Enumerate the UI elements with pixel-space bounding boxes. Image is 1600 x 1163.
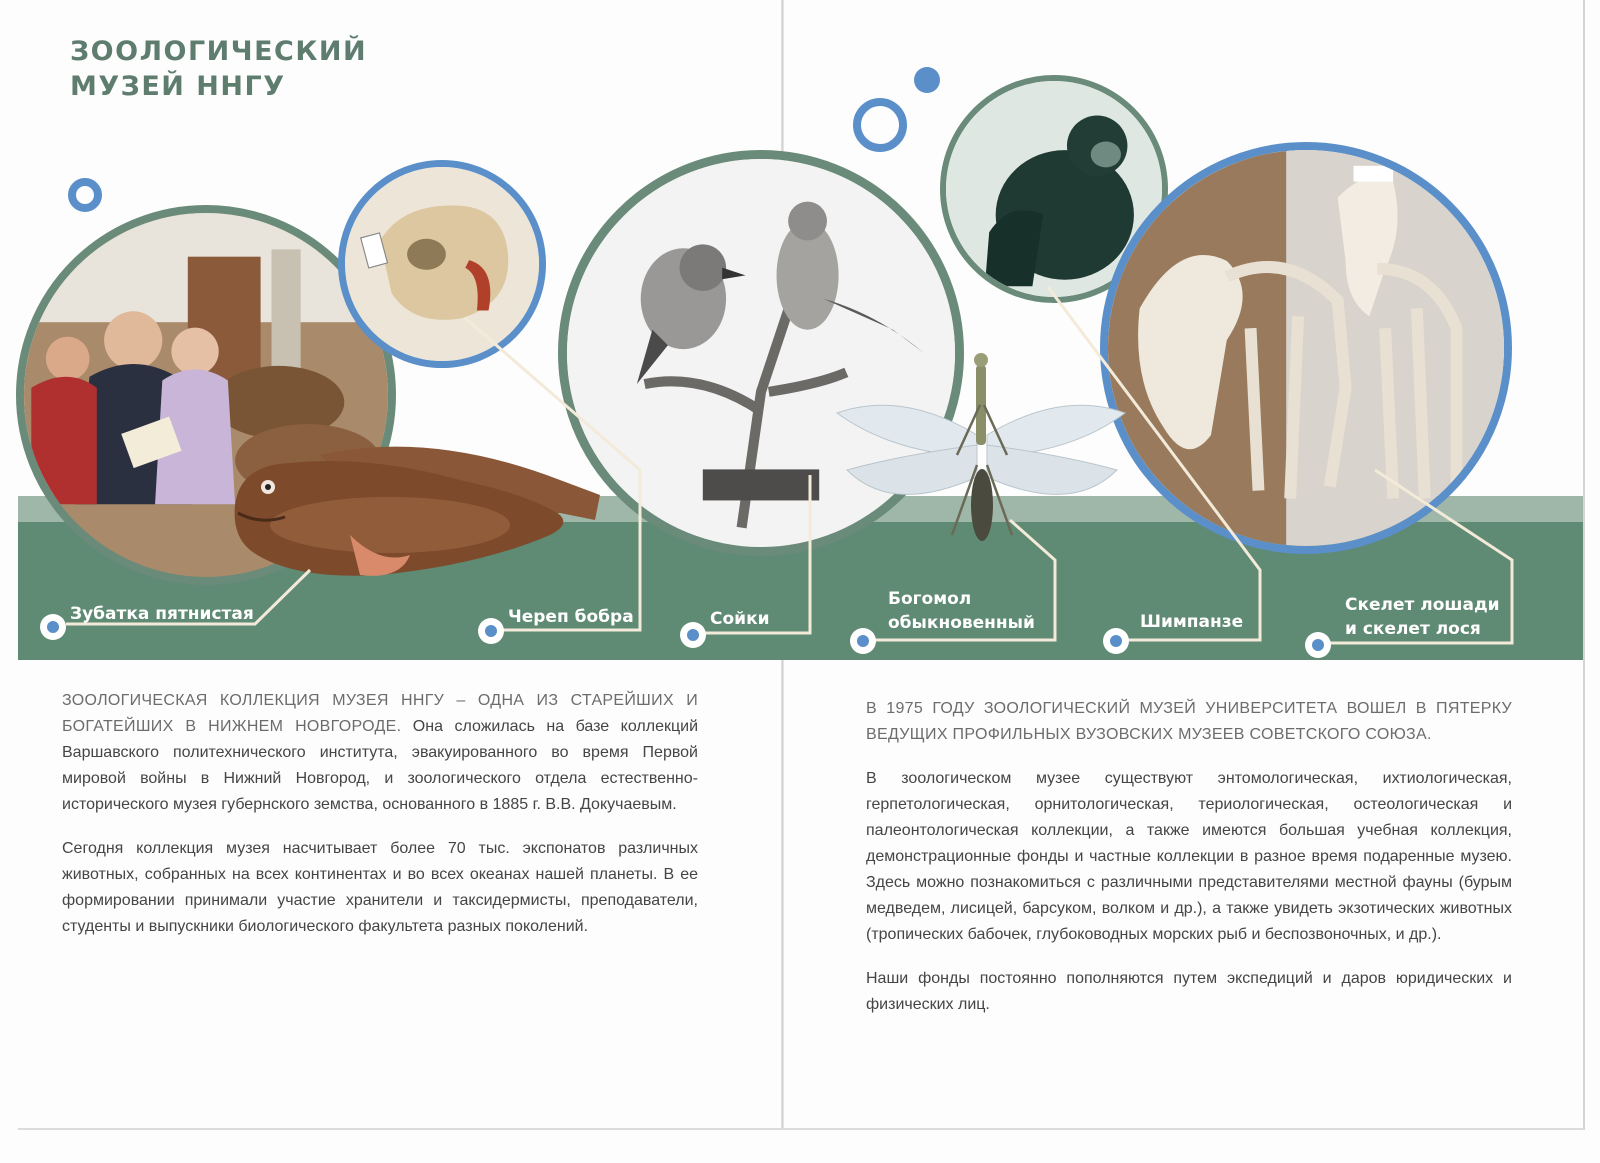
- title-line-1: ЗООЛОГИЧЕСКИЙ: [70, 36, 368, 67]
- decor-ring-large: [853, 98, 907, 152]
- label-marker: [680, 622, 706, 648]
- left-intro-body: Она сложилась на базе коллекций Варшавского политехнического института, эвакуированного во время Первой мировой войны в Нижний Новгород, и зоологического отдела естественно-исторического музея губернского земства, основанного в 1885 г. В.В. Докучаевым.: [62, 718, 699, 813]
- title-line-2: МУЗЕЙ ННГУ: [70, 71, 286, 102]
- label-mantis-line-2: обыкновенный: [888, 613, 1035, 633]
- wolffish-image: [230, 425, 610, 585]
- decor-ring-small: [68, 178, 102, 212]
- label-marker: [1103, 628, 1129, 654]
- right-text-column: [866, 696, 1512, 1036]
- decor-dot: [914, 67, 940, 93]
- label-wolffish: Зубатка пятнистая: [70, 604, 254, 624]
- label-skeletons-line-1: Скелет лошади: [1345, 595, 1500, 615]
- label-mantis: [888, 587, 1035, 635]
- left-intro-caps: ЗООЛОГИЧЕСКАЯ КОЛЛЕКЦИЯ МУЗЕЯ ННГУ – ОДНА ИЗ СТАРЕЙШИХ И БОГАТЕЙШИХ В НИЖНЕМ НОВГОРОДЕ.: [62, 692, 698, 735]
- skeletons-photo: [1100, 142, 1512, 554]
- label-skeletons: [1345, 593, 1500, 641]
- right-paragraph-3: Наши фонды постоянно пополняются путем экспедиций и даров юридических и физических лиц.: [866, 970, 1512, 1013]
- label-skeletons-line-2: и скелет лося: [1345, 619, 1481, 639]
- page-edge: [18, 1128, 1583, 1130]
- label-beaver-skull: Череп бобра: [508, 607, 634, 627]
- left-text-column: [62, 688, 698, 958]
- page-edge: [1583, 0, 1585, 1130]
- label-chimpanzee: Шимпанзе: [1140, 612, 1244, 632]
- label-jays: Сойки: [710, 609, 770, 629]
- label-marker: [1305, 632, 1331, 658]
- label-mantis-line-1: Богомол: [888, 589, 972, 609]
- beaver-skull-photo: [338, 160, 546, 368]
- mantis-image: [832, 345, 1130, 565]
- right-paragraph-1: В 1975 ГОДУ ЗООЛОГИЧЕСКИЙ МУЗЕЙ УНИВЕРСИТЕТА ВОШЕЛ В ПЯТЕРКУ ВЕДУЩИХ ПРОФИЛЬНЫХ ВУЗОВСКИХ МУЗЕЕВ СОВЕТСКОГО СОЮЗА.: [866, 700, 1512, 743]
- left-paragraph-1: [62, 688, 698, 818]
- left-paragraph-2: Сегодня коллекция музея насчитывает более 70 тыс. экспонатов различных животных, собранных на всех континентах и во всех океанах нашей планеты. В ее формировании принимали участие хранители и таксидермисты, преподаватели, студенты и выпускники биологического факультета разных поколений.: [62, 840, 698, 935]
- page-title: [70, 34, 367, 104]
- right-paragraph-2: В зоологическом музее существуют энтомологическая, ихтиологическая, герпетологическая, орнитологическая, териологическая, остеологическая и палеонтологическая коллекции, а также имеются большая учебная коллекция, демонстрационные фонды и частные коллекции в разное время подаренные музею. Здесь можно познакомиться с различными представителями местной фауны (бурым медведем, лисицей, барсуком, волком и др.), а также увидеть экзотических животных (тропических бабочек, глубоководных морских рыб и беспозвоночных, и др.).: [866, 770, 1512, 943]
- label-marker: [850, 628, 876, 654]
- label-marker: [478, 618, 504, 644]
- label-marker: [40, 614, 66, 640]
